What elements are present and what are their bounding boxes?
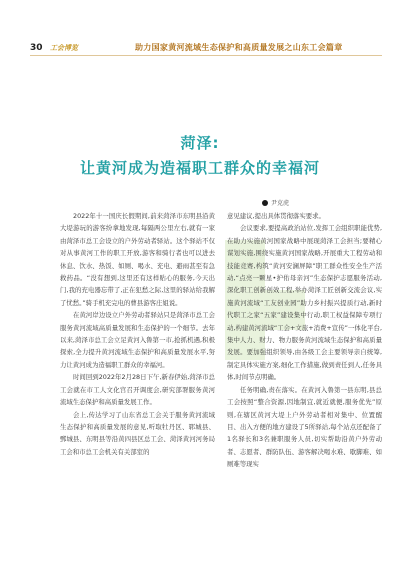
header-divider xyxy=(30,55,382,56)
page-header xyxy=(0,0,400,60)
author-byline xyxy=(262,198,289,207)
paragraph: 2022年十一国庆长假期间,前来菏泽市东明县沿黄大堤游玩的游客纷拿地发现,每隔两公里左右,就有一家由菏泽市总工会设立的户外劳动者驿站。这个驿站不仅对从事黄河工作的职工开放,游客和骑行者也可以进去休息、饮水、热饭、如厕、喝水、充电、避雨甚至有急救药品。“没有想到,这里还有这样贴心的服务,今天出门,我的充电器忘带了,正在犯愁之际,这里的驿站给我解了忧愁。”骑手机充完电的曹县游客庄姐说。 xyxy=(60,212,215,307)
page-number: 30 xyxy=(30,43,43,53)
author-bullet-icon xyxy=(262,200,268,206)
paragraph: 时间回到2022年2月28日下午,新春伊始,菏泽市总工会就在市工人文化宫召开调度会,研究部署服务黄河流域生态保护和高质量发展工作。 xyxy=(60,373,215,407)
magazine-logo: 工会博览 xyxy=(50,44,78,52)
paragraph: 任务明确,责在落实。在黄河入鲁第一县东明,县总工会按照“整合资源,因地制宜,就近就便,服务优先”原则,在辖区黄河大堤上户外劳动者相对集中、位置醒目、出入方便的地方建设了5所驿站,每个站点还配备了1名驿长和3名兼职服务人员,切实帮助沿黄户外劳动者、志愿者、群防队伍、游客解决喝水难、歇脚难、如厕难等现实 xyxy=(227,385,382,469)
paragraph: 在黄河岸边设立户外劳动者驿站只是菏泽市总工会服务黄河流域高质量发展和生态保护的一个细节。去年以来,菏泽市总工会立足黄河入鲁第一市,抢抓机遇,积极探索,全力提升黄河流域生态保护和高质量发展水平,努力让黄河成为造福职工群众的幸福河。 xyxy=(60,311,215,369)
article-title-line2: 让黄河成为造福职工群众的幸福河 xyxy=(79,159,320,177)
paragraph: 会上,传达学习了山东省总工会关于服务黄河流域生态保护和高质量发展的意见,听取牡丹区、郓城县、鄄城县、东明县等沿黄四县区总工会、菏泽黄河河务局工会和市总工会机关有关部室的 xyxy=(60,410,215,456)
article-title-line1: 菏泽: xyxy=(180,134,220,152)
paragraph: 会议要求,要提高政治站位,发挥工会组织职能优势,在助力实施黄河国家战略中展现菏泽工会担当;要精心谋划实施,围绕实施黄河国家战略,开展重大工程劳动和技能竞赛,构筑“黄河安澜屏障”职工群众性安全生产活动,“点亮一颗星•护佑母亲河”生态保护志愿服务活动,深化职工创新创效工程,举办菏泽工匠创新交流会议,实施黄河流域“工友创业园”助力乡村振兴提质行动,新时代职工之家“五家”建设集中行动,职工权益保障专项行动,构建黄河流域“工会+文旅+消费+宣传”一体化平台,集中人力、财力、物力服务黄河流域生态保护和高质量发展。要加强组织领导,由各级工会主要领导亲自统筹,制定具体实施方案,细化工作措施,做到责任到人,任务具体,时间节点明确。 xyxy=(227,224,382,382)
right-column xyxy=(227,210,382,471)
left-column xyxy=(60,210,215,458)
paragraph: 意见建议,提出具体贯彻落实要求。 xyxy=(227,212,325,220)
running-title: 助力国家黄河流域生态保护和高质量发展之山东工会篇章 xyxy=(135,43,343,52)
author-name: 尹克虎 xyxy=(271,200,290,207)
